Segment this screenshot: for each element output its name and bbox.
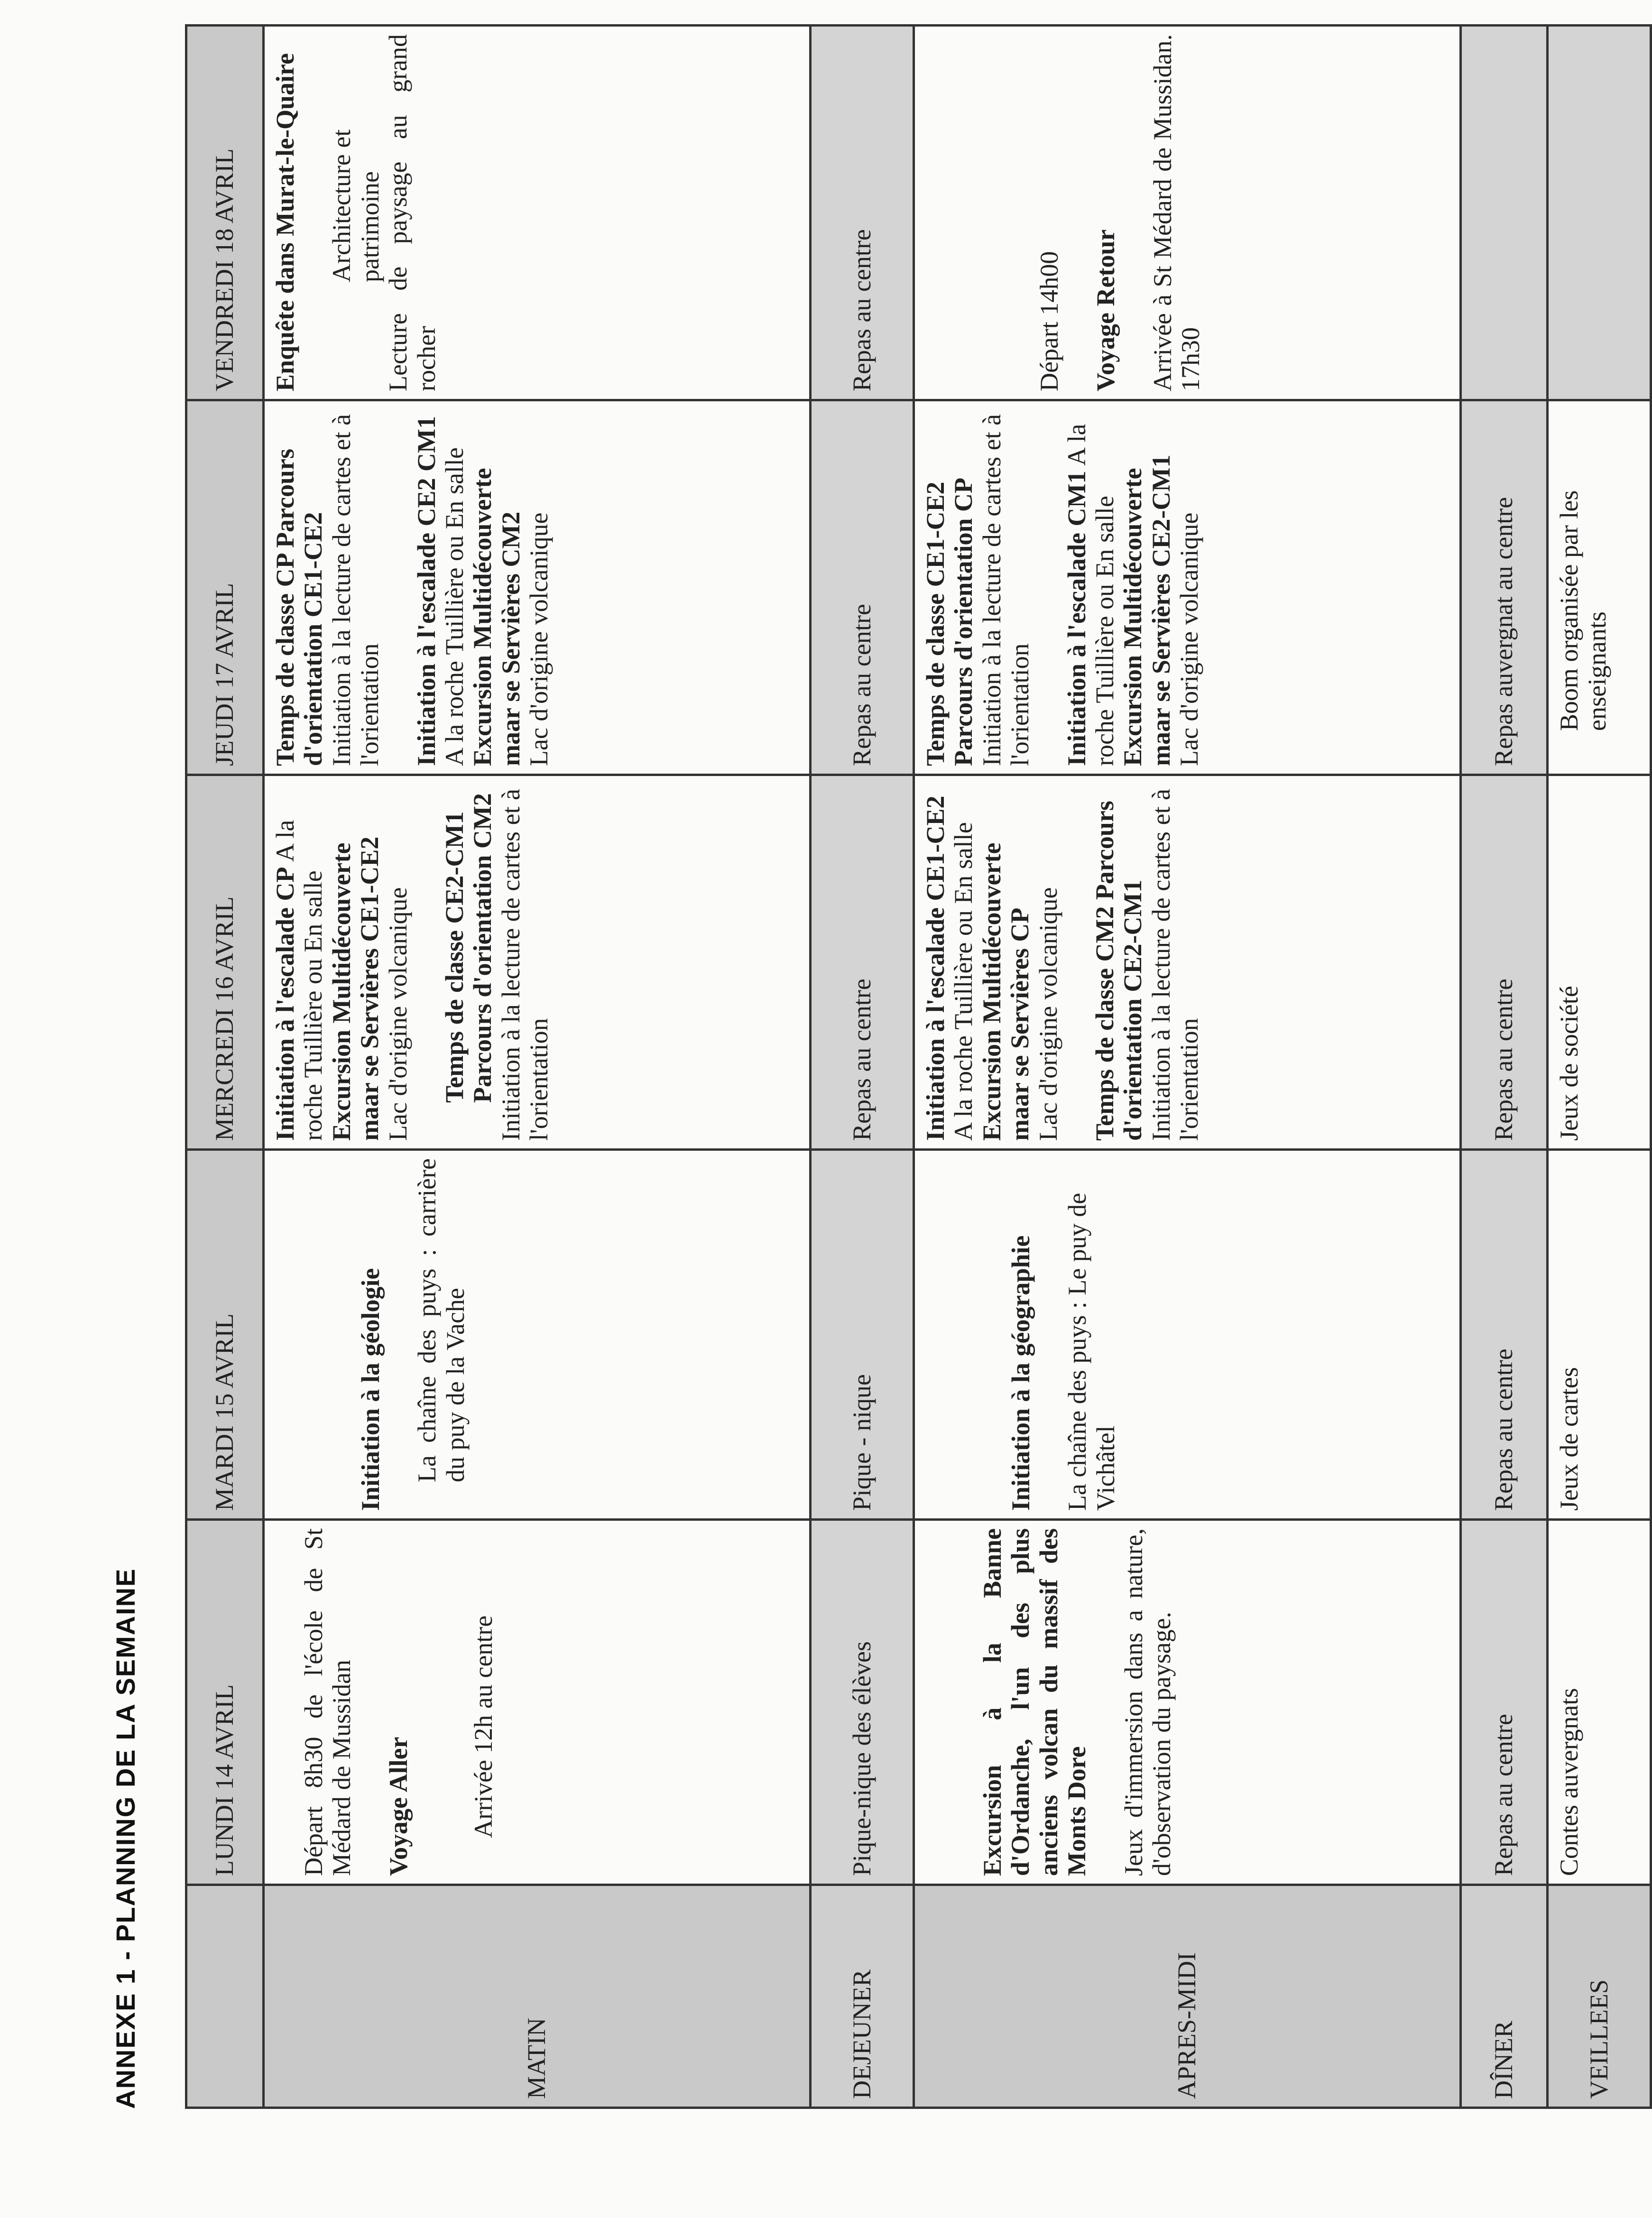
header-corner: [186, 1885, 264, 2108]
cell-text: Départ 14h00: [1035, 251, 1063, 391]
cell-dejeuner-jeudi: Repas au centre: [811, 400, 914, 775]
row-apres-midi: [914, 26, 1461, 2108]
cell-text: Départ 8h30 de l'école de St Médard de Mussidan: [299, 1528, 356, 1876]
cell-matin-mardi: [264, 1150, 811, 1520]
cell-text: Lac d'origine volcanique: [383, 887, 412, 1141]
cell-text-bold: Voyage Retour: [1091, 229, 1120, 391]
cell-diner-jeudi: Repas auvergnat au centre: [1461, 400, 1548, 775]
cell-apres-midi-lundi: [914, 1520, 1461, 1885]
cell-text: Architecture et patrimoine: [327, 129, 384, 282]
cell-diner-vendredi: [1461, 26, 1548, 400]
row-label-veillees: VEILLEES: [1548, 1885, 1651, 2108]
cell-dejeuner-vendredi: Repas au centre: [811, 26, 914, 400]
cell-veillees-vendredi: [1548, 26, 1651, 400]
page-title: ANNEXE 1 - PLANNING DE LA SEMAINE: [111, 1568, 140, 2109]
cell-text-bold: Initiation à l'escalade CM1: [1062, 471, 1091, 766]
cell-text: Arrivée à St Médard de Mussidan. 17h30: [1148, 34, 1205, 391]
cell-veillees-mercredi: Jeux de société: [1548, 775, 1651, 1150]
cell-diner-mardi: Repas au centre: [1461, 1150, 1548, 1520]
row-diner: [1461, 26, 1548, 2108]
header-row: [186, 26, 264, 2108]
cell-text-bold: Temps de classe CE1-CE2 Parcours d'orientation CP: [921, 478, 978, 766]
cell-text: Lac d'origine volcanique: [1034, 887, 1062, 1141]
cell-text-bold: Temps de classe CM2 Parcours d'orientation CE2-CM1: [1090, 801, 1147, 1141]
cell-text: A la roche Tuillière ou En salle: [271, 820, 328, 1141]
cell-apres-midi-mercredi: [914, 775, 1461, 1150]
cell-text-bold: Initiation à la géographie: [1006, 1235, 1035, 1511]
cell-text-bold: Temps de classe CE2-CM1 Parcours d'orientation CM2: [440, 793, 497, 1103]
cell-dejeuner-mercredi: Repas au centre: [811, 775, 914, 1150]
row-label-matin: MATIN: [264, 1885, 811, 2108]
cell-text: Initiation à la lecture de cartes et à l'orientation: [327, 414, 384, 766]
cell-text: Lac d'origine volcanique: [525, 512, 554, 766]
cell-dejeuner-lundi: Pique-nique des élèves: [811, 1520, 914, 1885]
cell-text: A la roche Tuillière ou En salle: [1062, 424, 1119, 766]
cell-text-bold: Voyage Aller: [384, 1737, 413, 1876]
row-dejeuner: [811, 26, 914, 2108]
row-label-apres-midi: APRES-MIDI: [914, 1885, 1461, 2108]
cell-apres-midi-vendredi: [914, 26, 1461, 400]
cell-matin-vendredi: [264, 26, 811, 400]
row-matin: [264, 26, 811, 2108]
header-jeudi: JEUDI 17 AVRIL: [186, 400, 264, 775]
cell-text: Initiation à la lecture de cartes et à l'orientation: [1146, 788, 1204, 1141]
cell-text-bold: Enquête dans Murat-le-Quaire: [271, 53, 299, 391]
row-label-diner: DÎNER: [1461, 1885, 1548, 2108]
cell-text: Jeux d'immersion dans a nature, d'observation du paysage.: [1119, 1528, 1176, 1876]
cell-text: Lecture de paysage au grand rocher: [384, 34, 441, 391]
cell-text-bold: Excursion Multidécouverte maar se Servières CE1-CE2: [327, 836, 384, 1141]
cell-matin-lundi: [264, 1520, 811, 1885]
cell-text: La chaîne des puys : carrière du puy de la Vache: [413, 1158, 470, 1482]
cell-text-bold: Temps de classe CP Parcours d'orientation CE1-CE2: [271, 449, 328, 766]
row-veillees: [1548, 26, 1651, 2108]
cell-text-bold: Excursion Multidécouverte maar se Servières CE2-CM1: [1118, 454, 1175, 766]
cell-diner-mercredi: Repas au centre: [1461, 775, 1548, 1150]
cell-text-bold: Excursion Multidécouverte maar se Servières CM2: [468, 468, 525, 766]
cell-apres-midi-jeudi: [914, 400, 1461, 775]
cell-text-bold: Initiation à l'escalade CP: [271, 867, 299, 1141]
cell-text-bold: Excursion Multidécouverte maar se Servières CP: [977, 842, 1034, 1141]
cell-matin-jeudi: [264, 400, 811, 775]
cell-text: Initiation à la lecture de cartes et à l'orientation: [496, 788, 554, 1141]
header-mardi: MARDI 15 AVRIL: [186, 1150, 264, 1520]
week-planning-table: [185, 24, 1652, 2109]
cell-veillees-lundi: Contes auvergnats: [1548, 1520, 1651, 1885]
cell-text-bold: Excursion à la Banne d'Ordanche, l'un des plus anciens volcan du massif des Monts Dore: [978, 1528, 1091, 1876]
cell-matin-mercredi: [264, 775, 811, 1150]
cell-text-bold: Initiation à l'escalade CE1-CE2: [921, 795, 950, 1141]
row-label-dejeuner: DEJEUNER: [811, 1885, 914, 2108]
cell-text-bold: Initiation à l'escalade CE2 CM1: [412, 416, 441, 766]
cell-text: Lac d'origine volcanique: [1175, 512, 1204, 766]
cell-diner-lundi: Repas au centre: [1461, 1520, 1548, 1885]
cell-text-bold: Initiation à la géologie: [356, 1268, 385, 1511]
cell-text: La chaîne des puys : Le puy de Vichâtel: [1063, 1192, 1120, 1511]
cell-apres-midi-mardi: [914, 1150, 1461, 1520]
cell-dejeuner-mardi: Pique - nique: [811, 1150, 914, 1520]
cell-text: A la roche Tuillière ou En salle: [949, 822, 978, 1141]
header-mercredi: MERCREDI 16 AVRIL: [186, 775, 264, 1150]
cell-veillees-mardi: Jeux de cartes: [1548, 1150, 1651, 1520]
cell-veillees-jeudi: Boom organisée par les enseignants: [1548, 400, 1651, 775]
header-vendredi: VENDREDI 18 AVRIL: [186, 26, 264, 400]
cell-text: Initiation à la lecture de cartes et à l'orientation: [977, 414, 1034, 766]
header-lundi: LUNDI 14 AVRIL: [186, 1520, 264, 1885]
cell-text: A la roche Tuillière ou En salle: [440, 447, 469, 766]
cell-text: Arrivée 12h au centre: [469, 1615, 498, 1838]
